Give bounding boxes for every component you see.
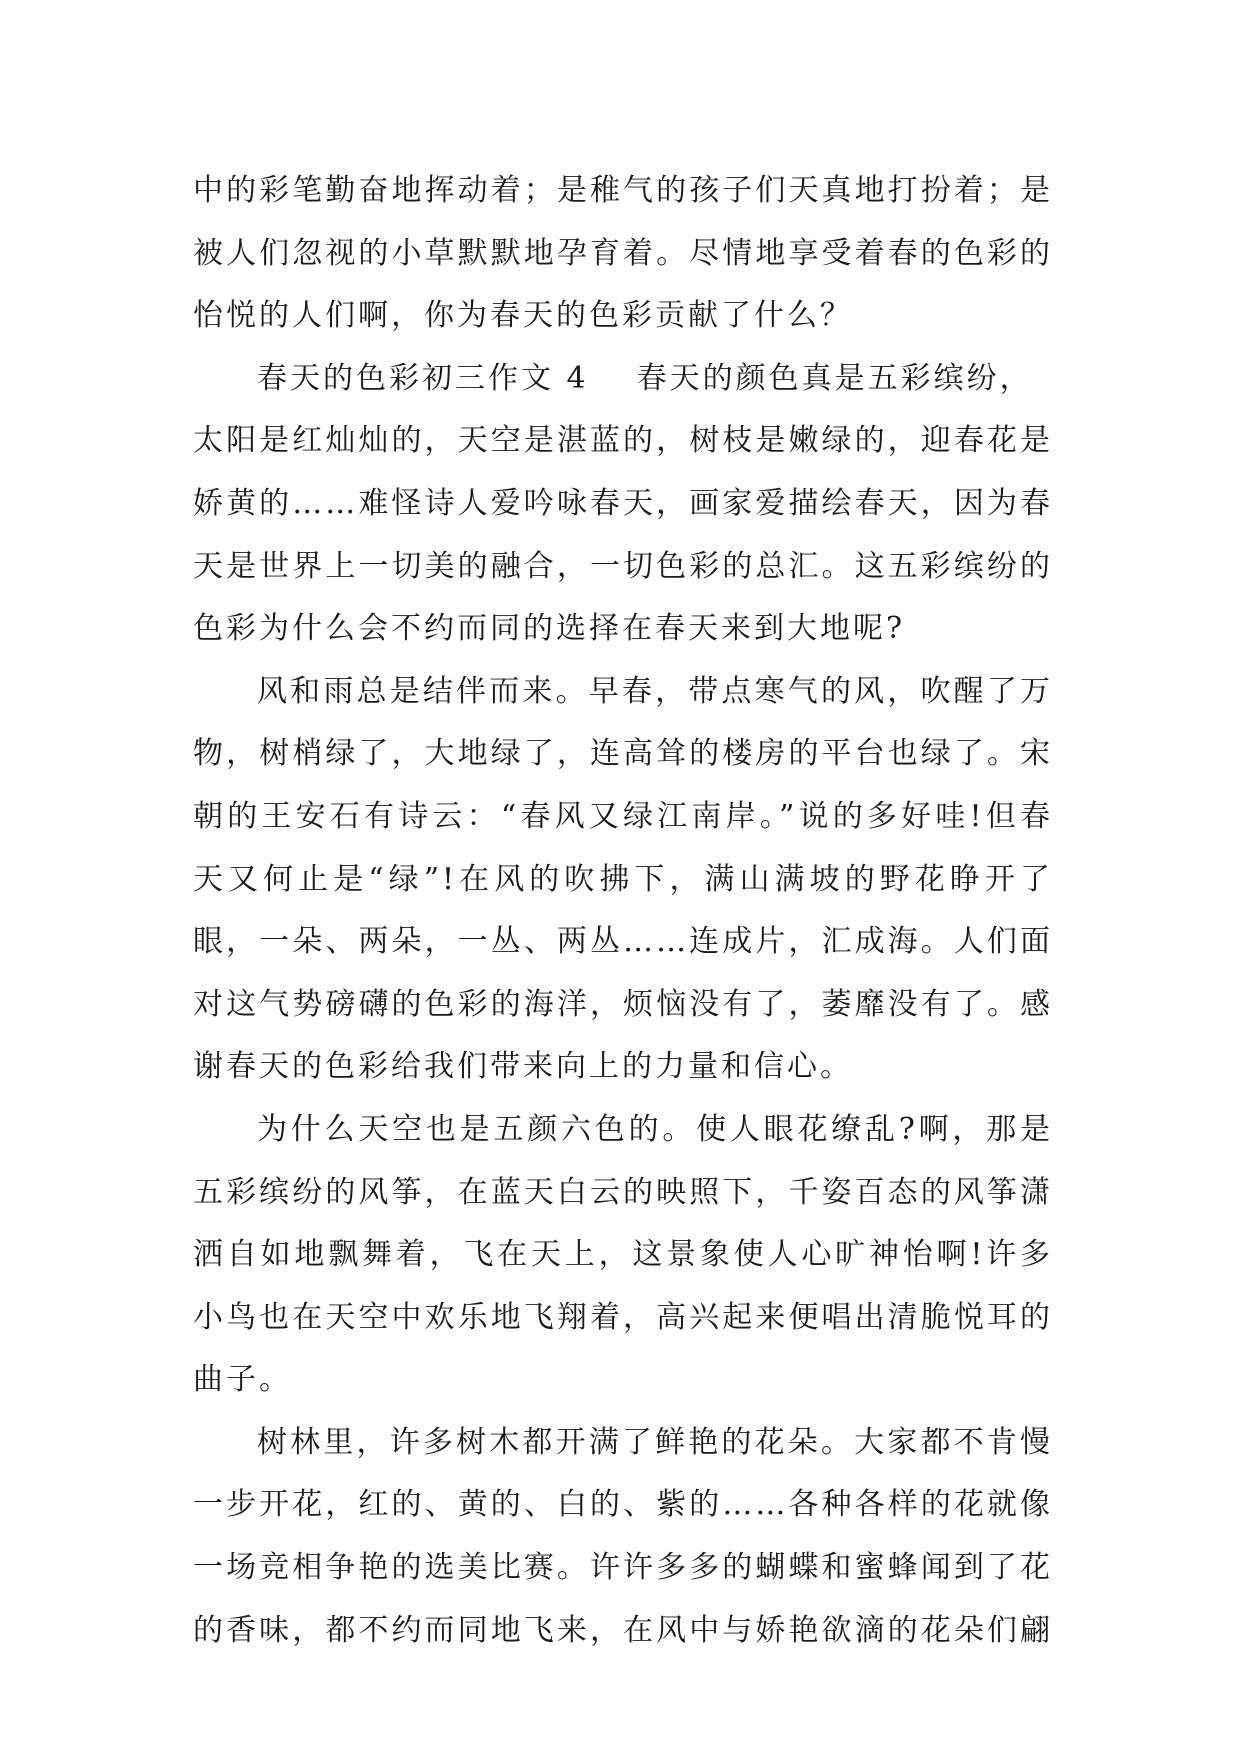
heading-line bbox=[193, 348, 1053, 411]
text-line: 一步开花，红的、黄的、白的、紫的……各种各样的花就像 bbox=[193, 1487, 1053, 1523]
text-line: 太阳是红灿灿的，天空是湛蓝的，树枝是嫩绿的，迎春花是 bbox=[193, 423, 1053, 459]
text-line: 的香味，都不约而同地飞来，在风中与娇艳欲滴的花朵们翩 bbox=[193, 1612, 1053, 1648]
text-line: 谢春天的色彩给我们带来向上的力量和信心。 bbox=[193, 1049, 853, 1085]
text-line: 天又何止是“绿”!在风的吹拂下，满山满坡的野花睁开了 bbox=[193, 861, 1053, 897]
text-line: 对这气势磅礴的色彩的海洋，烦恼没有了，萎靡没有了。感 bbox=[193, 986, 1053, 1022]
text-line: 曲子。 bbox=[193, 1362, 292, 1398]
text-line: 天是世界上一切美的融合，一切色彩的总汇。这五彩缤纷的 bbox=[193, 548, 1053, 584]
text-segment: 春天的颜色真是五彩缤纷， bbox=[636, 360, 1033, 396]
text-line: 一场竞相争艳的选美比赛。许许多多的蝴蝶和蜜蜂闻到了花 bbox=[193, 1550, 1053, 1586]
text-line: 朝的王安石有诗云：“春风又绿江南岸。”说的多好哇!但春 bbox=[193, 798, 1053, 834]
text-line: 被人们忽视的小草默默地孕育着。尽情地享受着春的色彩的 bbox=[193, 235, 1053, 271]
text-line: 小鸟也在天空中欢乐地飞翔着，高兴起来便唱出清脆悦耳的 bbox=[193, 1299, 1053, 1335]
text-line: 洒自如地飘舞着，飞在天上，这景象使人心旷神怡啊!许多 bbox=[193, 1237, 1053, 1273]
text-line: 眼，一朵、两朵，一丛、两丛……连成片，汇成海。人们面 bbox=[193, 924, 1053, 960]
paragraph-start-line: 树林里，许多树木都开满了鲜艳的花朵。大家都不肯慢 bbox=[257, 1424, 1053, 1460]
text-line: 物，树梢绿了，大地绿了，连高耸的楼房的平台也绿了。宋 bbox=[193, 736, 1053, 772]
text-line: 中的彩笔勤奋地挥动着；是稚气的孩子们天真地打扮着；是 bbox=[193, 173, 1053, 208]
essay-body bbox=[193, 160, 1053, 1662]
text-line: 色彩为什么会不约而同的选择在春天来到大地呢? bbox=[193, 611, 906, 647]
paragraph-start-line: 为什么天空也是五颜六色的。使人眼花缭乱?啊，那是 bbox=[257, 1111, 1053, 1147]
text-line: 怡悦的人们啊，你为春天的色彩贡献了什么？ bbox=[193, 298, 853, 334]
text-line: 娇黄的……难怪诗人爱吟咏春天，画家爱描绘春天，因为春 bbox=[193, 485, 1053, 521]
essay-section-title: 春天的色彩初三作文 4 bbox=[257, 360, 589, 396]
paragraph-start-line: 风和雨总是结伴而来。早春，带点寒气的风，吹醒了万 bbox=[257, 673, 1053, 709]
text-line: 五彩缤纷的风筝，在蓝天白云的映照下，千姿百态的风筝潇 bbox=[193, 1174, 1053, 1210]
